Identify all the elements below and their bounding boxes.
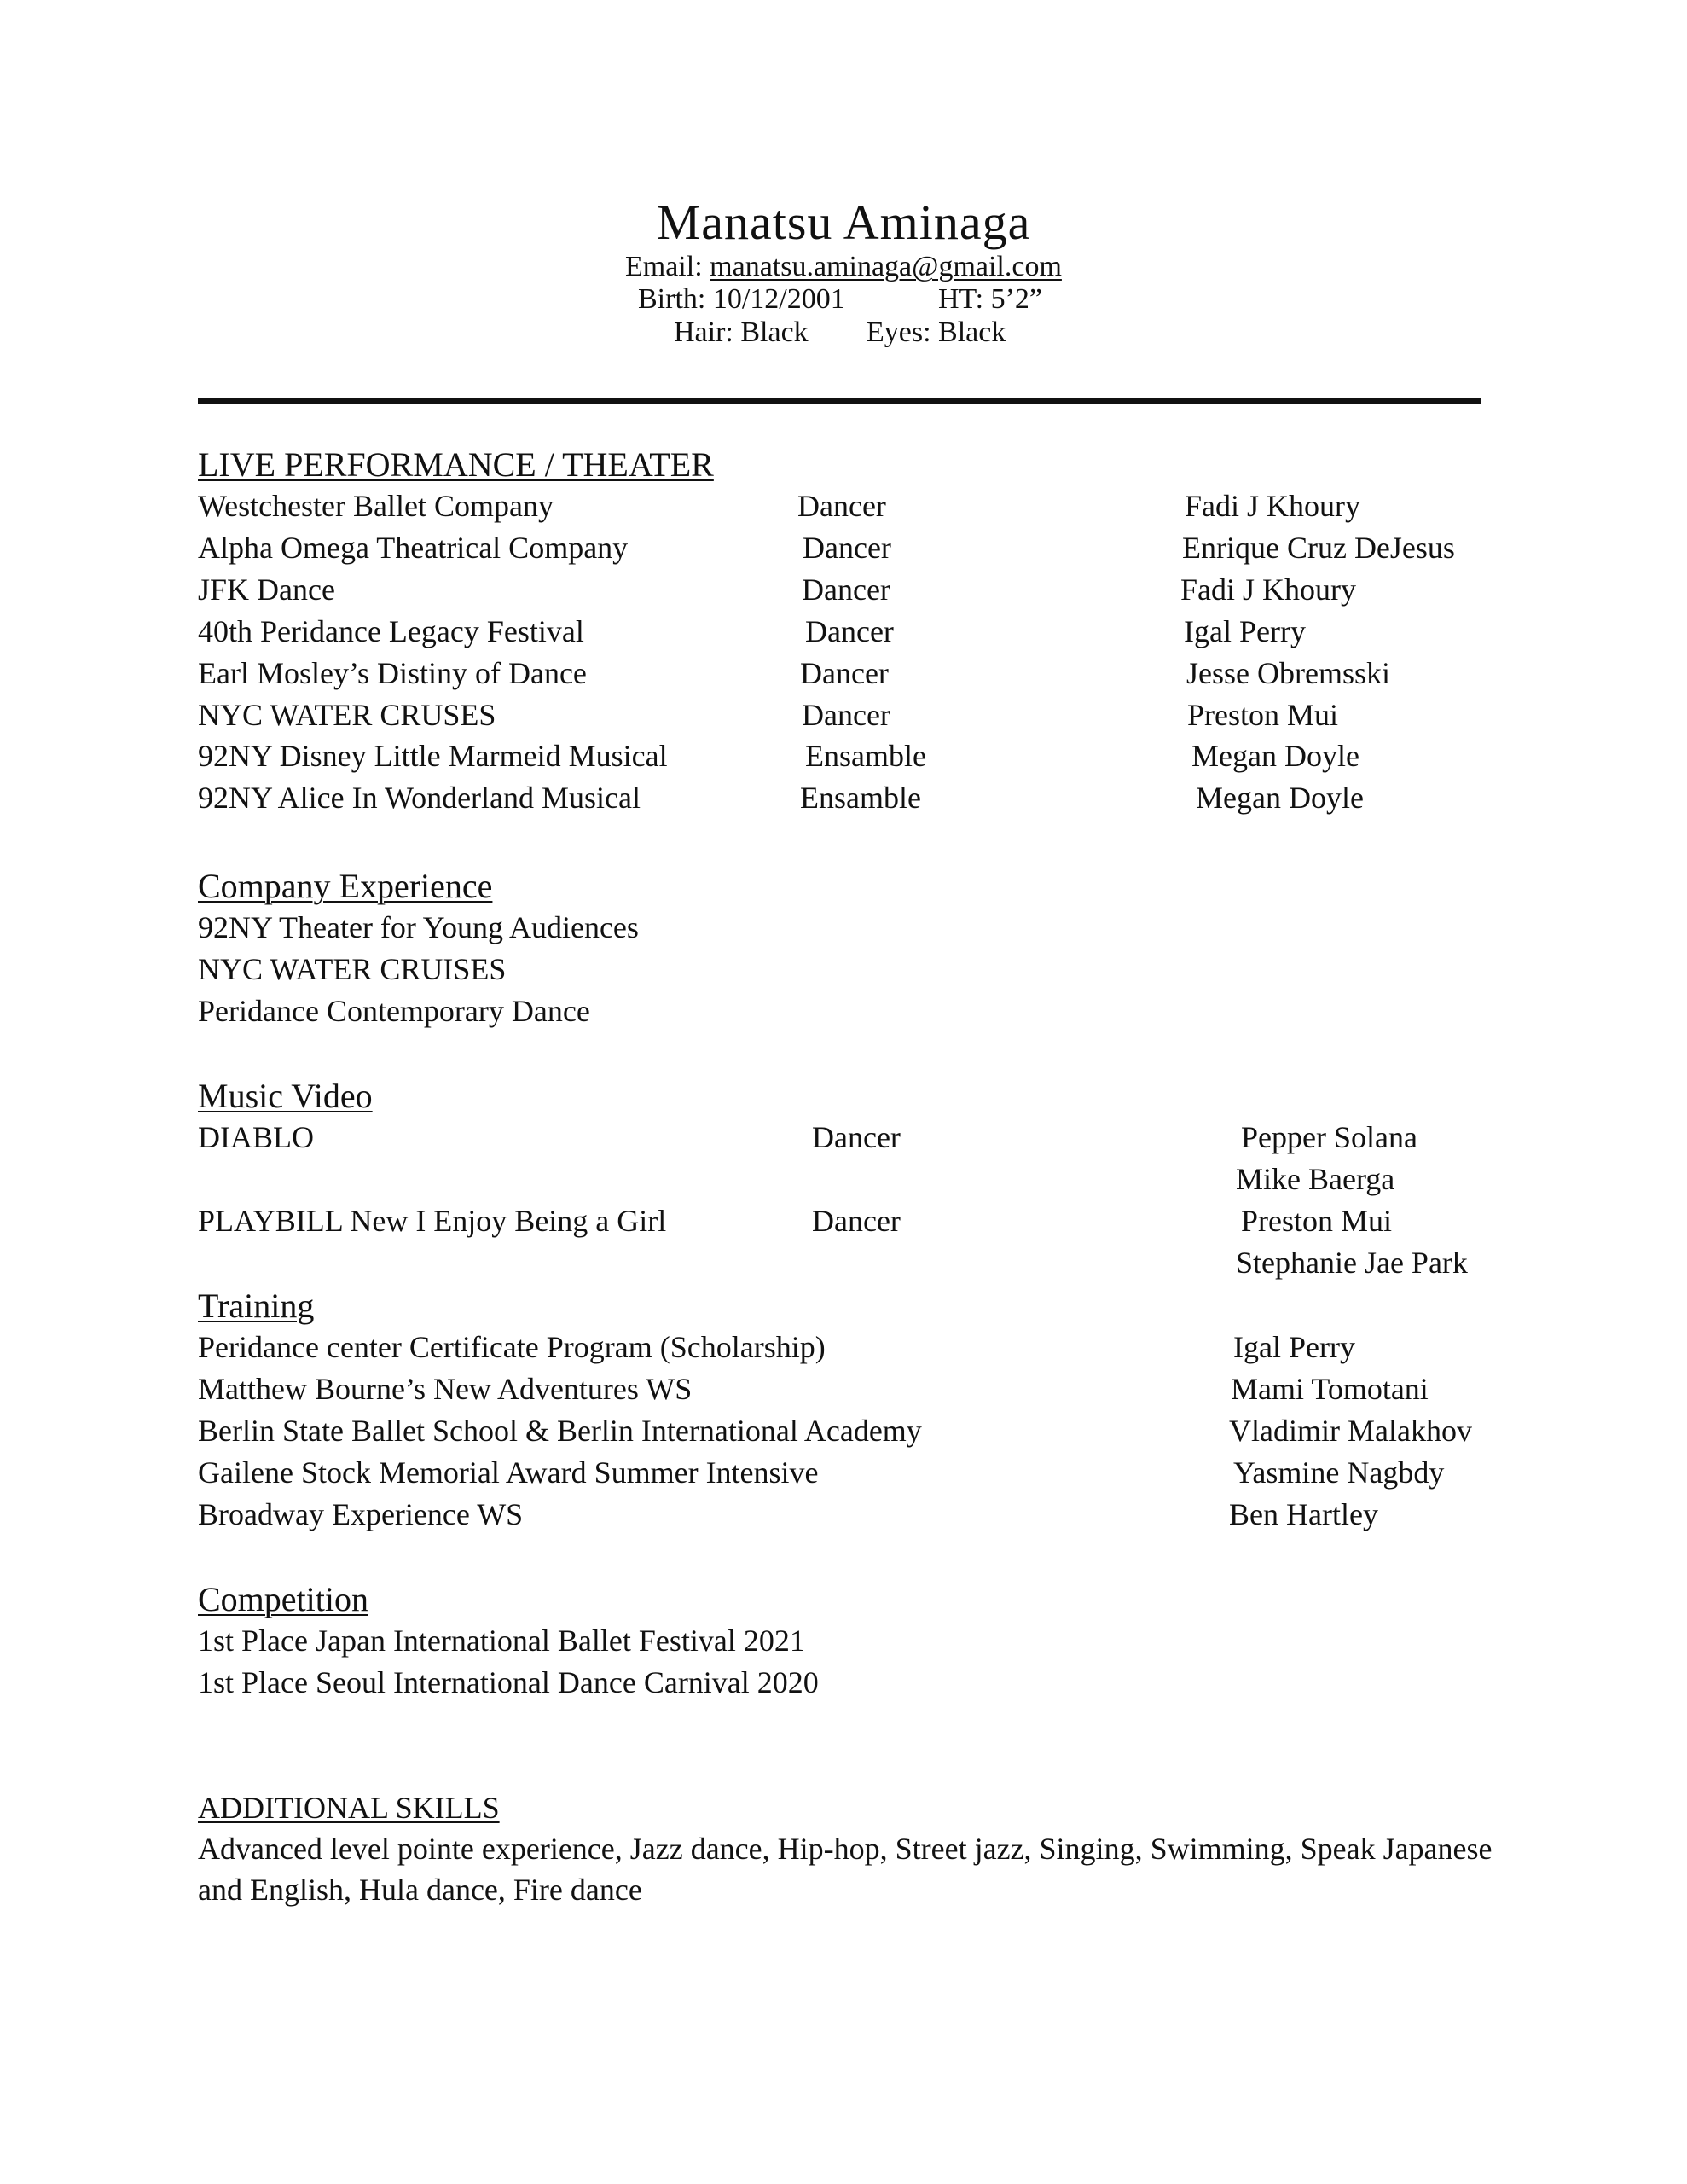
mv-director: Preston Mui — [1241, 1204, 1393, 1238]
live-role: Dancer — [802, 572, 890, 607]
live-title: Westchester Ballet Company — [198, 489, 554, 523]
birth-date: Birth: 10/12/2001 — [638, 283, 845, 315]
training-teacher: Vladimir Malakhov — [1229, 1414, 1472, 1448]
height: HT: 5’2” — [938, 283, 1042, 315]
eye-color: Eyes: Black — [867, 317, 1006, 348]
live-role: Dancer — [802, 698, 890, 732]
training-teacher: Ben Hartley — [1229, 1497, 1378, 1531]
resume-name: Manatsu Aminaga — [656, 195, 1031, 250]
training-teacher: Mami Tomotani — [1231, 1372, 1429, 1406]
live-role: Ensamble — [800, 781, 921, 815]
live-role: Dancer — [805, 614, 894, 648]
live-title: 92NY Alice In Wonderland Musical — [198, 781, 641, 815]
mv-title: DIABLO — [198, 1120, 314, 1154]
training-program: Broadway Experience WS — [198, 1497, 524, 1531]
section-heading-additional-skills: ADDITIONAL SKILLS — [198, 1791, 500, 1825]
live-role: Ensamble — [805, 739, 926, 773]
live-title: Earl Mosley’s Distiny of Dance — [198, 656, 587, 690]
email-line — [625, 253, 1062, 282]
live-director: Fadi J Khoury — [1185, 489, 1360, 523]
live-director: Igal Perry — [1184, 614, 1306, 648]
company-item: 92NY Theater for Young Audiences — [198, 910, 639, 944]
training-program: Gailene Stock Memorial Award Summer Intensive — [198, 1455, 819, 1490]
live-title: 92NY Disney Little Marmeid Musical — [198, 739, 668, 773]
training-program: Matthew Bourne’s New Adventures WS — [198, 1372, 693, 1406]
live-director: Megan Doyle — [1196, 781, 1364, 815]
mv-director: Pepper Solana — [1241, 1120, 1417, 1154]
competition-item: 1st Place Japan International Ballet Festival 2021 — [198, 1623, 805, 1658]
section-heading-company-experience: Company Experience — [198, 867, 493, 905]
live-director: Enrique Cruz DeJesus — [1182, 531, 1455, 565]
live-role: Dancer — [797, 489, 886, 523]
mv-role: Dancer — [812, 1204, 901, 1238]
email-link[interactable]: manatsu.aminaga@gmail.com — [710, 251, 1062, 282]
mv-role: Dancer — [812, 1120, 901, 1154]
email-label: Email: — [625, 251, 703, 282]
section-heading-music-video: Music Video — [198, 1077, 373, 1115]
live-title: Alpha Omega Theatrical Company — [198, 531, 629, 565]
training-program: Berlin State Ballet School & Berlin International Academy — [198, 1414, 922, 1448]
training-teacher: Yasmine Nagbdy — [1233, 1455, 1445, 1490]
live-title: JFK Dance — [198, 572, 335, 607]
section-heading-live-performance: LIVE PERFORMANCE / THEATER — [198, 445, 714, 484]
live-role: Dancer — [803, 531, 891, 565]
hair-color: Hair: Black — [674, 317, 809, 348]
training-program: Peridance center Certificate Program (Scholarship) — [198, 1330, 826, 1364]
live-director: Megan Doyle — [1191, 739, 1359, 773]
live-director: Jesse Obremsski — [1186, 656, 1390, 690]
mv-director: Mike Baerga — [1236, 1162, 1395, 1196]
mv-title: PLAYBILL New I Enjoy Being a Girl — [198, 1204, 667, 1238]
live-title: 40th Peridance Legacy Festival — [198, 614, 584, 648]
mv-director: Stephanie Jae Park — [1236, 1246, 1468, 1280]
competition-item: 1st Place Seoul International Dance Carnival 2020 — [198, 1665, 819, 1699]
company-item: Peridance Contemporary Dance — [198, 994, 590, 1028]
company-item: NYC WATER CRUISES — [198, 952, 507, 986]
live-director: Fadi J Khoury — [1180, 572, 1356, 607]
live-director: Preston Mui — [1187, 698, 1339, 732]
live-role: Dancer — [800, 656, 889, 690]
section-heading-training: Training — [198, 1287, 315, 1325]
skills-text: Advanced level pointe experience, Jazz dance, Hip-hop, Street jazz, Singing, Swimming, Speak Japanese and English, Hula dance, Fire dance — [198, 1832, 1493, 1907]
section-heading-competition: Competition — [198, 1580, 368, 1618]
live-title: NYC WATER CRUSES — [198, 698, 496, 732]
training-teacher: Igal Perry — [1233, 1330, 1355, 1364]
header-divider — [198, 398, 1481, 404]
